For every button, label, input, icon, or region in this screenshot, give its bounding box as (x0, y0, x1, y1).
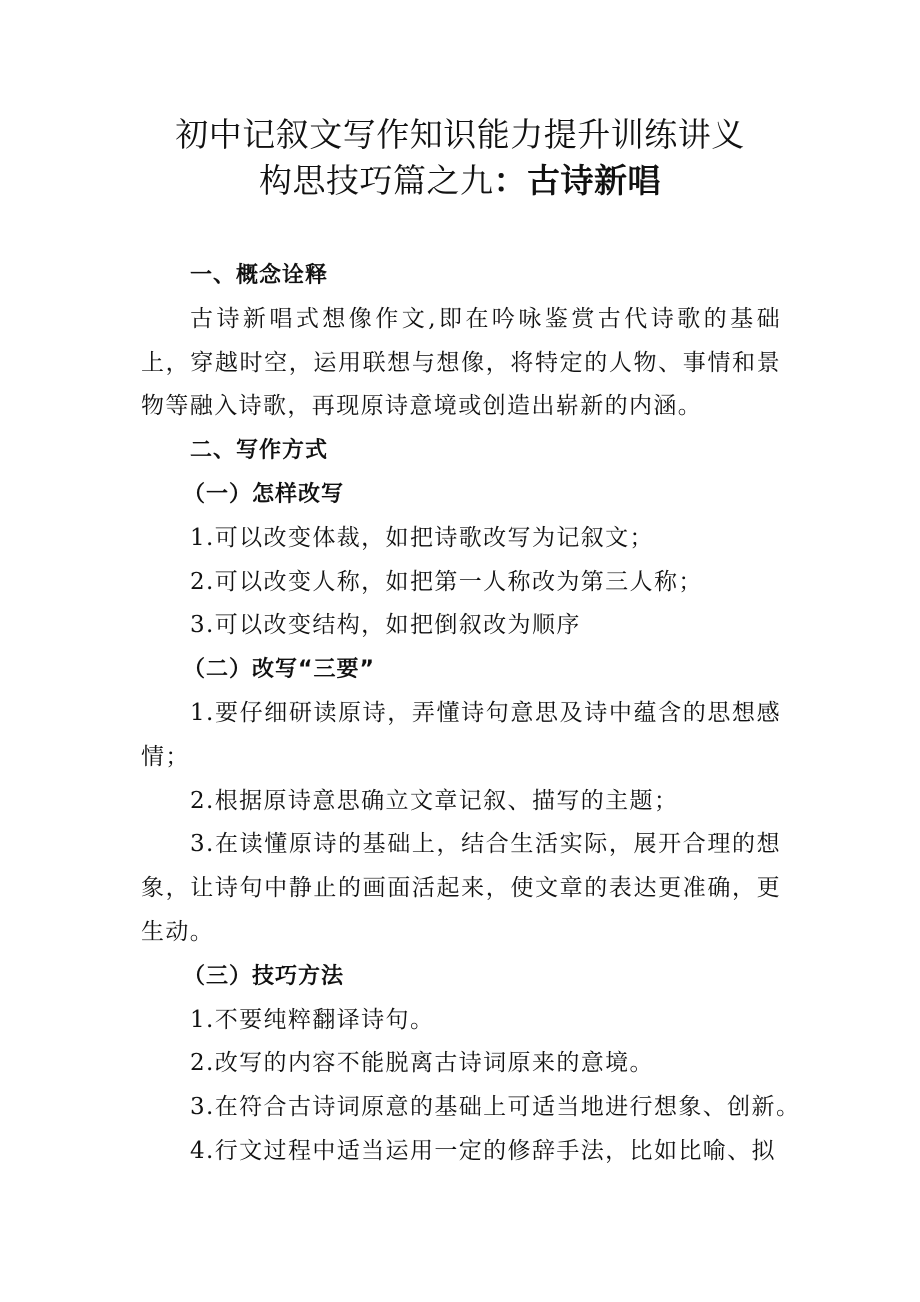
title-line-1: 初中记叙文写作知识能力提升训练讲义 (175, 115, 745, 154)
document-body (141, 254, 801, 1174)
list-item: 1.要仔细研读原诗，弄懂诗句意思及诗中蕴含的思想感情； (141, 699, 781, 770)
title-line-2-prefix: 构思技巧篇之九 (259, 161, 494, 200)
list-item: 3.在符合古诗词原意的基础上可适当地进行想象、创新。 (190, 1094, 801, 1121)
list-item: 1.不要纯粹翻译诗句。 (190, 1006, 435, 1033)
list-item: 1.可以改变体裁，如把诗歌改写为记叙文； (190, 524, 654, 551)
title-colon: ： (493, 161, 527, 200)
title-line-2 (0, 158, 920, 204)
concept-paragraph: 古诗新唱式想像作文,即在吟咏鉴赏古代诗歌的基础上，穿越时空，运用联想与想像，将特定的人物、事情和景物等融入诗歌，再现原诗意境或创造出崭新的内涵。 (141, 305, 781, 420)
subsection-heading-how-to-rewrite: （一）怎样改写 (183, 481, 345, 507)
list-item: 4.行文过程中适当运用一定的修辞手法，比如比喻、拟 (190, 1137, 776, 1164)
title-topic: 古诗新唱 (527, 161, 661, 200)
list-item: 3.在读懂原诗的基础上，结合生活实际，展开合理的想象，让诗句中静止的画面活起来，使文章的表达更准确，更生动。 (141, 831, 781, 945)
list-item: 2.根据原诗意思确立文章记叙、描写的主题； (190, 787, 679, 814)
list-item: 3.可以改变结构，如把倒叙改为顺序 (190, 612, 581, 639)
list-item: 2.可以改变人称，如把第一人称改为第三人称； (190, 568, 703, 595)
subsection-heading-three-requirements: （二）改写“三要” (183, 657, 375, 683)
list-item: 2.改写的内容不能脱离古诗词原来的意境。 (190, 1050, 654, 1077)
subsection-heading-techniques: （三）技巧方法 (183, 963, 345, 989)
section-heading-concept: 一、概念诠释 (190, 263, 329, 288)
document-title (0, 112, 920, 204)
section-heading-writing-method: 二、写作方式 (190, 438, 329, 464)
